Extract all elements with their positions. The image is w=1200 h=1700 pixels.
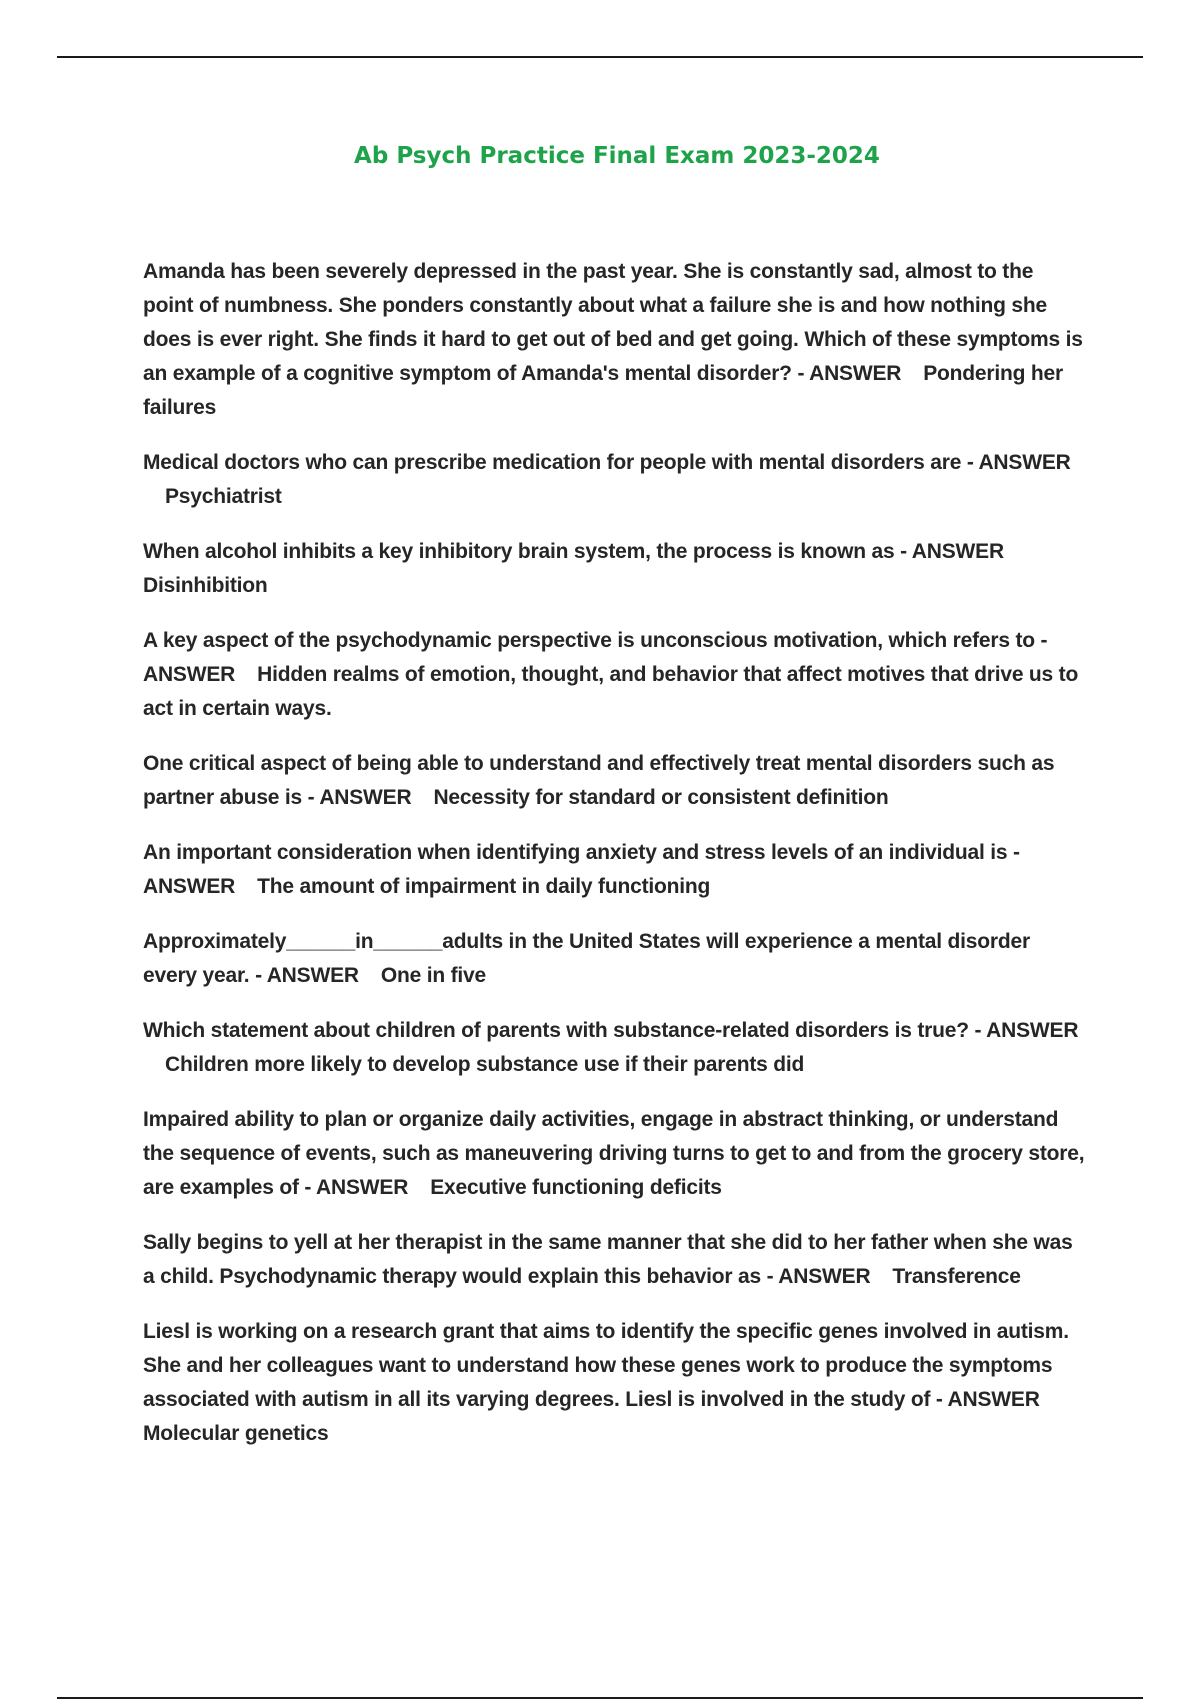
qa-item	[143, 1315, 1088, 1451]
answer-text: Executive functioning deficits	[430, 1176, 722, 1199]
qa-item	[143, 1014, 1088, 1082]
qa-item	[143, 747, 1088, 815]
question-text: Liesl is working on a research grant that aims to identify the specific genes involved in autism. She and her colleagues want to understand how these genes work to produce the symptoms associated with autism in all its varying degrees. Liesl is involved in the study of	[143, 1320, 1069, 1411]
question-text: Sally begins to yell at her therapist in the same manner that she did to her father when she was a child. Psychodynamic therapy would explain this behavior as	[143, 1231, 1073, 1288]
qa-item	[143, 1226, 1088, 1294]
question-text: A key aspect of the psychodynamic perspective is unconscious motivation, which refers to	[143, 629, 1035, 652]
answer-label: - ANSWER	[766, 1265, 871, 1288]
answer-label: - ANSWER	[900, 540, 1004, 563]
answer-label: - ANSWER	[307, 786, 412, 809]
answer-label: - ANSWER	[966, 451, 1071, 474]
answer-text: One in five	[380, 964, 487, 987]
question-text: When alcohol inhibits a key inhibitory brain system, the process is known as	[143, 540, 895, 563]
qa-item	[143, 446, 1088, 514]
document-title: Ab Psych Practice Final Exam 2023-2024	[354, 143, 880, 169]
qa-item	[143, 624, 1088, 726]
answer-label: - ANSWER	[974, 1019, 1079, 1042]
question-text: Approximately______in______adults in the United States will experience a mental disorder every year.	[143, 930, 1030, 987]
question-text: An important consideration when identifying anxiety and stress levels of an individual is	[143, 841, 1008, 864]
answer-text: Hidden realms of emotion, thought, and behavior that affect motives that drive us to act in certain ways.	[143, 663, 1079, 720]
answer-label: - ANSWER	[143, 841, 1020, 898]
answer-label: - ANSWER	[797, 362, 902, 385]
qa-item	[143, 535, 1088, 603]
answer-label: - ANSWER	[255, 964, 359, 987]
answer-text: Necessity for standard or consistent definition	[433, 786, 889, 809]
question-text: Impaired ability to plan or organize daily activities, engage in abstract thinking, or understand the sequence of events, such as maneuvering driving turns to get to and from the grocery store, are examples of	[143, 1108, 1085, 1199]
answer-text: Transference	[892, 1265, 1021, 1288]
qa-item	[143, 255, 1088, 425]
qa-item	[143, 925, 1088, 993]
answer-text: Pondering her failures	[143, 362, 1063, 419]
answer-text: Disinhibition	[143, 574, 268, 597]
question-text: Medical doctors who can prescribe medication for people with mental disorders are	[143, 451, 962, 474]
bottom-rule	[57, 1697, 1143, 1699]
answer-label: - ANSWER	[935, 1388, 1040, 1411]
top-rule	[57, 56, 1143, 58]
answer-text: Children more likely to develop substance use if their parents did	[165, 1053, 805, 1076]
qa-item	[143, 836, 1088, 904]
answer-label: - ANSWER	[304, 1176, 409, 1199]
qa-list	[143, 255, 1088, 1472]
answer-text: Molecular genetics	[143, 1422, 329, 1445]
question-text: Amanda has been severely depressed in the past year. She is constantly sad, almost to the point of numbness. She ponders constantly about what a failure she is and how nothing she does is ever right. She finds it hard to get out of bed and get going. Which of these symptoms is an example of a cognitive symptom of Amanda's mental disorder?	[143, 260, 1083, 385]
question-text: One critical aspect of being able to understand and effectively treat mental disorders such as partner abuse is	[143, 752, 1055, 809]
answer-text: The amount of impairment in daily functioning	[257, 875, 711, 898]
answer-label: - ANSWER	[143, 629, 1048, 686]
answer-text: Psychiatrist	[165, 485, 282, 508]
question-text: Which statement about children of parents with substance-related disorders is true?	[143, 1019, 969, 1042]
qa-item	[143, 1103, 1088, 1205]
